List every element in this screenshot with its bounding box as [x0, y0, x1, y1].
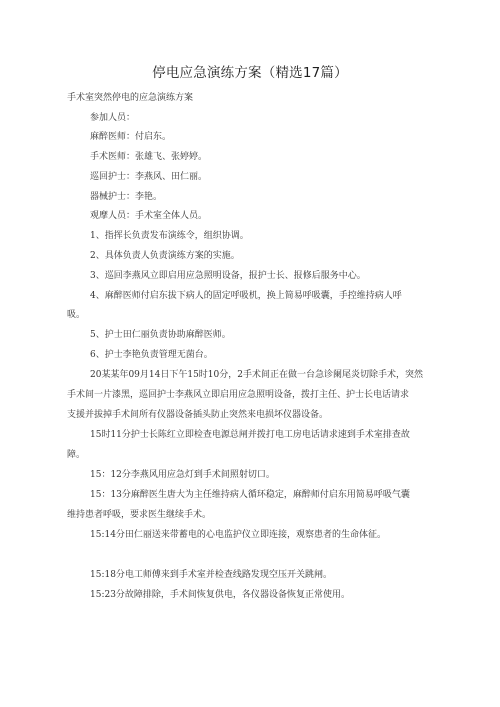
- timeline-1511-line-2: 障。: [67, 450, 86, 460]
- timeline-1518: 15:18分电工师傅来到手术室并检查线路发现空压开关跳闸。: [90, 570, 332, 580]
- narrative-line-3: 支援并拔掉手术间所有仪器设备插头防止突然来电损坏仪器设备。: [67, 410, 329, 420]
- paragraph-circulating-nurses: 巡回护士：李燕风、田仁丽。: [90, 172, 208, 182]
- paragraph-anesthesiologist: 麻醉医师：付启东。: [90, 132, 172, 142]
- list-item-2: 2、具体负责人负责演练方案的实施。: [90, 251, 240, 261]
- timeline-1523: 15:23分故障排除，手术间恢复供电，各仪器设备恢复正常使用。: [90, 590, 350, 600]
- paragraph-instrument-nurse: 器械护士：李艳。: [90, 192, 163, 202]
- paragraph-surgeons: 手术医师：张雄飞、张婷婷。: [90, 152, 208, 162]
- timeline-1512: 15：12分李燕风用应急灯到手术间照射切口。: [90, 470, 275, 480]
- timeline-1514: 15:14分田仁丽送来带蓄电的心电监护仪立即连接，观察患者的生命体征。: [90, 530, 386, 540]
- document-title: 停电应急演练方案（精选17篇）: [152, 65, 348, 81]
- paragraph-observers: 观摩人员：手术室全体人员。: [90, 211, 208, 221]
- list-item-5: 5、护士田仁丽负责协助麻醉医师。: [90, 330, 231, 340]
- narrative-line-1: 20某某年09月14日下午15时10分，2手术间正在做一台急诊阑尾炎切除手术，突然: [90, 370, 423, 380]
- timeline-1511-line-1: 15时11分护士长陈红立即检查电源总闸并拨打电工房电话请求速到手术室排查故: [90, 430, 410, 440]
- document-subtitle: 手术室突然停电的应急演练方案: [67, 93, 194, 103]
- list-item-4-line-1: 4、麻醉医师付启东拔下病人的固定呼吸机，换上简易呼吸囊，手控维持病人呼: [90, 291, 402, 301]
- timeline-1513-line-1: 15：13分麻醉医生唐大为主任维持病人循环稳定，麻醉师付启东用简易呼吸气囊: [90, 490, 410, 500]
- narrative-line-2: 手术间一片漆黑，巡回护士李燕风立即启用应急照明设备，拨打主任、护士长电话请求: [67, 390, 410, 400]
- list-item-6: 6、护士李艳负责管理无菌台。: [90, 350, 213, 360]
- timeline-1513-line-2: 维持患者呼吸，要求医生继续手术。: [67, 510, 212, 520]
- list-item-4-line-2: 吸。: [67, 310, 86, 320]
- list-item-3: 3、巡回李燕风立即启用应急照明设备，报护士长、报修后服务中心。: [90, 271, 366, 281]
- paragraph-participants-heading: 参加人员：: [90, 113, 136, 123]
- list-item-1: 1、指挥长负责发布演练令，组织协调。: [90, 231, 249, 241]
